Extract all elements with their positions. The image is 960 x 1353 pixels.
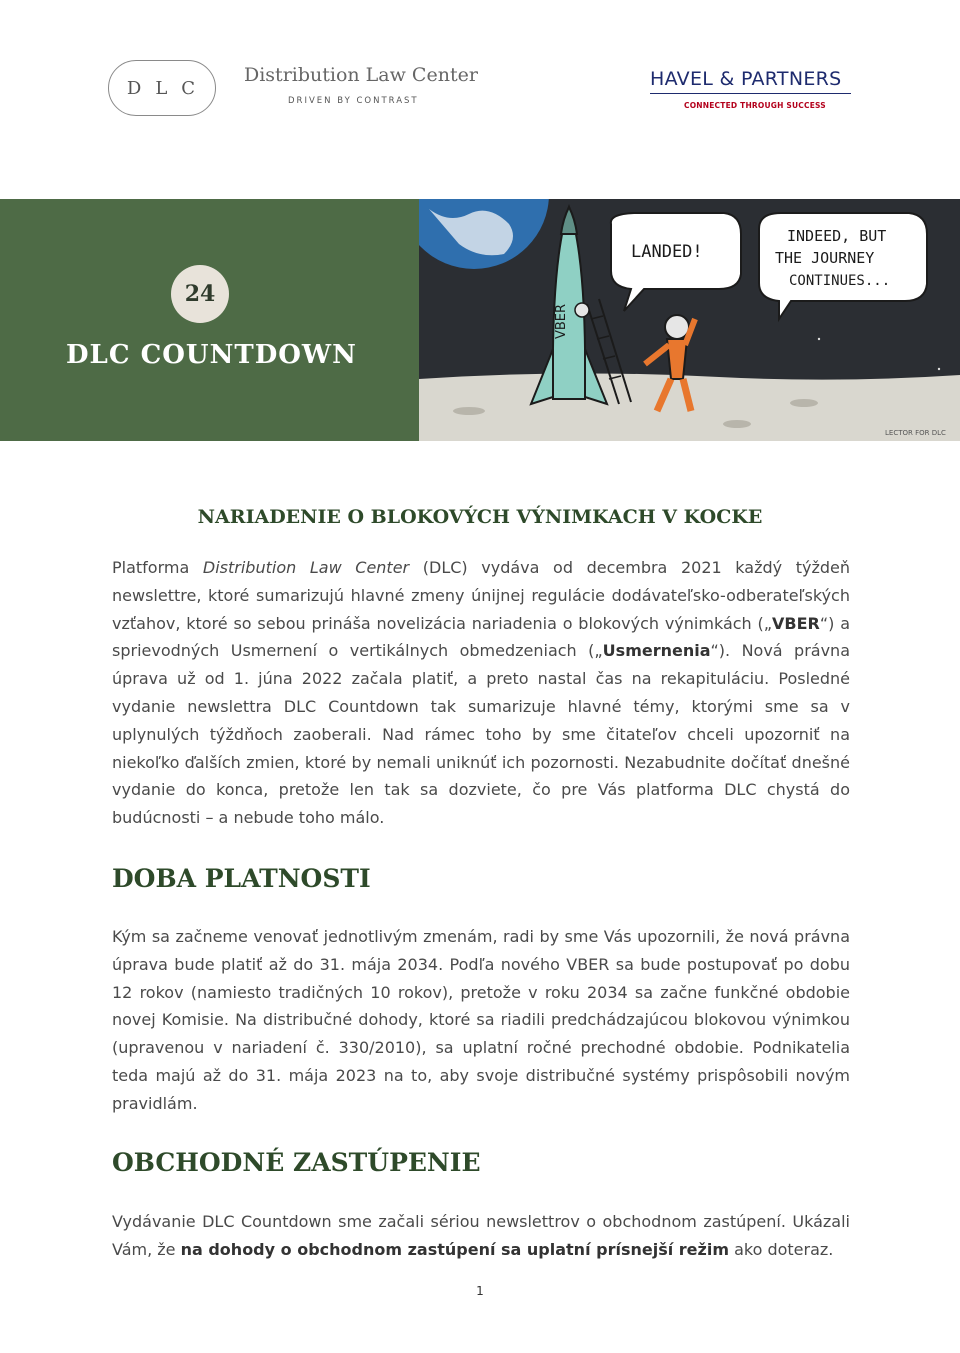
validity-paragraph: Kým sa začneme venovať jednotlivým zmenám, radi by sme Vás upozornili, že nová právna úprava bude platiť až do 31. mája 2034. Podľa nového VBER sa bude postupovať po dobu 12 rokov (namiesto tradičných 10 rokov), pretože v roku 2034 sa začne funkčné obdobie novej Komisie. Na distribučné dohody, ktoré sa riadili predchádzajúcou blokovou výnimkou (upravenou v nariadení č. 330/2010), sa uplatní ročné prechodné obdobie. Podnikatelia teda majú až do 31. mája 2023 na to, aby svoje distribučné systémy prispôsobili novým pravidlám. [112,927,850,1113]
dlc-tagline: DRIVEN BY CONTRAST [288,96,419,106]
comic-bubble-right-line2: THE JOURNEY [775,249,875,267]
comic-credit: LECTOR FOR DLC [885,429,946,437]
section-heading-validity: DOBA PLATNOSTI [112,864,371,893]
comic-bubble-right-line1: INDEED, BUT [787,227,887,245]
page-number: 1 [476,1284,484,1298]
banner-title: DLC COUNTDOWN [66,340,357,370]
issue-number-badge: 24 [171,265,229,323]
dlc-name: Distribution Law Center [244,64,478,86]
comic-bubble-left: LANDED! [631,242,703,262]
havel-partners-logo: HAVEL & PARTNERS [650,68,842,90]
agency-paragraph: Vydávanie DLC Countdown sme začali sériou newslettrov o obchodnom zastúpení. Ukázali Vám, že na dohody o obchodnom zastúpení sa uplatní prísnejší režim ako doteraz. [112,1212,850,1259]
havel-partners-rule [650,93,851,94]
intro-paragraph: Platforma Distribution Law Center (DLC) vydáva od decembra 2021 každý týždeň newslettre, ktoré sumarizujú hlavné zmeny únijnej regulácie dodávateľsko-odberateľských vzťahov, ktoré so sebou prináša novelizácia nariadenia o blokových výnimkách („VBER“) a sprievodných Usmernení o vertikálnych obmedzeniach („Usmernenia“). Nová právna úprava už od 1. júna 2022 začala platiť, a preto nastal čas na rekapituláciu. Posledné vydanie newslettra DLC Countdown tak sumarizuje hlavné témy, ktorými sme sa v uplynulých týždňoch zaoberali. Nad rámec toho by sme čitateľov chceli upozorniť na niekoľko ďalších zmien, ktoré by nemali uniknúť ich pozornosti. Nezabudnite dočítať dnešné vydanie do konca, pretože len tak sa dozviete, čo pre Vás platforma DLC chystá do budúcnosti – a nebude toho málo. [112,558,851,828]
havel-partners-tagline: CONNECTED THROUGH SUCCESS [684,101,826,110]
comic-illustration [419,199,960,441]
comic-rocket-label: VBER [554,303,569,339]
comic-bubble-right-line3: CONTINUES... [789,273,891,289]
article-title: NARIADENIE O BLOKOVÝCH VÝNIMKACH V KOCKE [197,506,763,528]
dlc-logo: DLC [108,60,216,116]
section-heading-agency: OBCHODNÉ ZASTÚPENIE [112,1148,481,1177]
